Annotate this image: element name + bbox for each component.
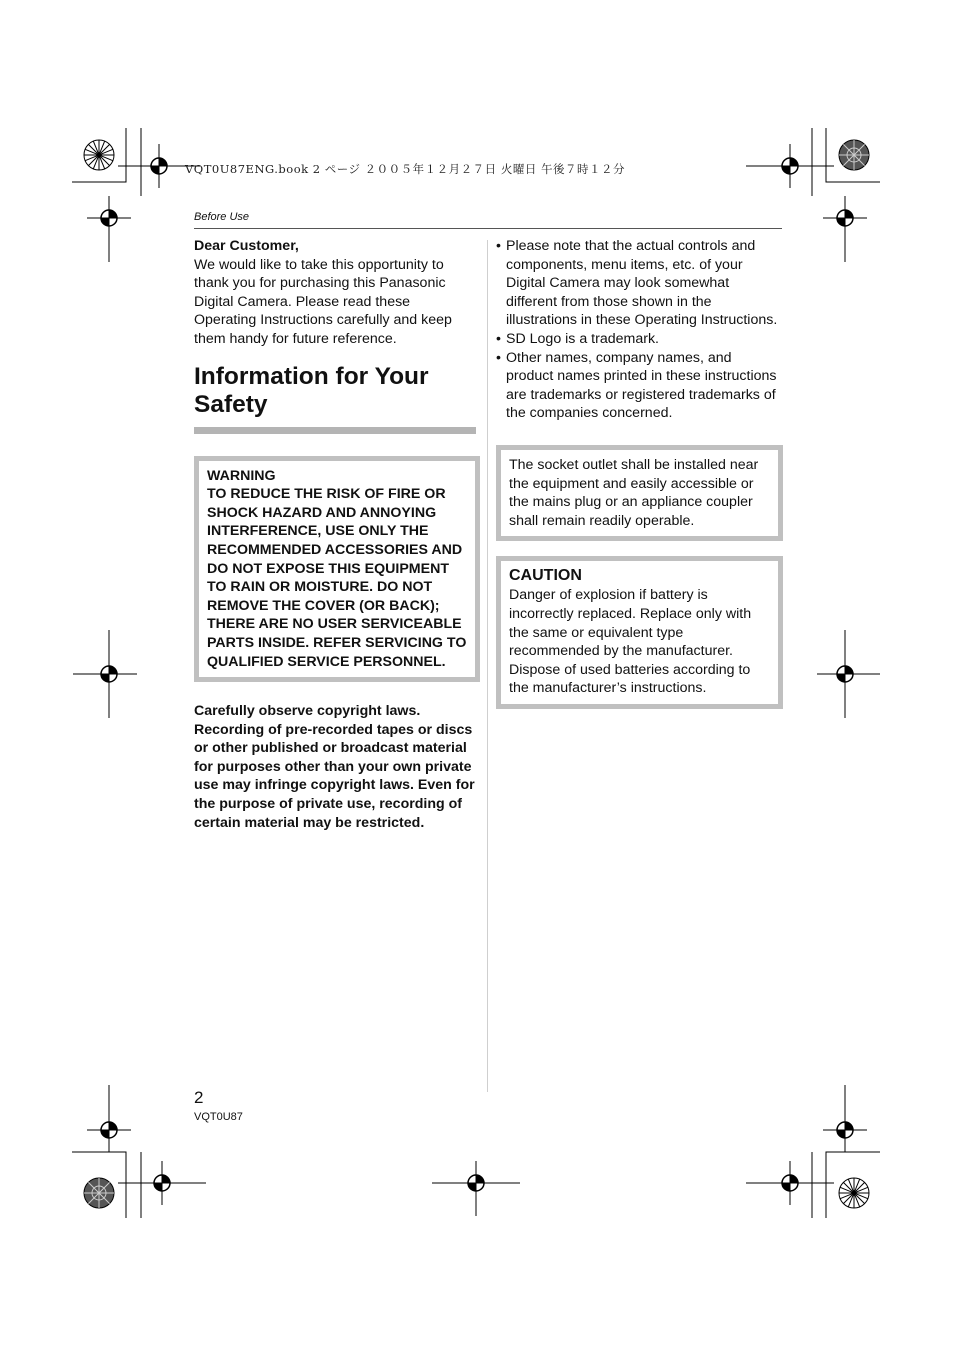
note-text: Please note that the actual controls and components, menu items, etc. of your Digital Camera may look somewhat different from those shown in the illustrations in these Operating Instructions. (506, 238, 778, 329)
section-label: Before Use (194, 211, 250, 223)
caution-title: CAUTION (509, 567, 582, 585)
warning-text: TO REDUCE THE RISK OF FIRE OR SHOCK HAZARD AND ANNOYING INTERFERENCE, USE ONLY THE RECOMMENDED ACCESSORIES AND DO NOT EXPOSE THIS EQUIPMENT TO RAIN OR MOISTURE. DO NOT REMOVE THE COVER (OR BACK); THERE ARE NO USER SERVICEABLE PARTS INSIDE. REFER SERVICING TO QUALIFIED SERVICE PERSONNEL. (207, 486, 467, 670)
notes-list (496, 237, 782, 423)
greeting: Dear Customer, (194, 238, 299, 254)
caution-box (496, 556, 783, 709)
right-column (496, 237, 782, 709)
caution-text: Danger of explosion if battery is incorrectly replaced. Replace only with the same or equivalent type recommended by the manufacturer. Dispose of used batteries according to the manufacturer’s instructions. (509, 587, 752, 697)
title-line-2: Safety (194, 390, 268, 418)
book-file-info: VQT0U87ENG.book 2 ページ ２００５年１２月２７日 火曜日 午後７時１２分 (185, 162, 625, 176)
bullet-icon: • (496, 349, 501, 366)
column-divider (487, 240, 488, 1092)
note-text: SD Logo is a trademark. (506, 330, 659, 347)
left-column (194, 237, 476, 832)
title-underline-bar (194, 427, 476, 434)
warning-box (194, 456, 480, 683)
socket-outlet-box (496, 445, 783, 541)
header-rule (194, 228, 782, 229)
title-line-1: Information for Your (194, 362, 429, 390)
note-text: Other names, company names, and product names printed in these instructions are trademarks or registered trademarks of the companies concerned. (506, 349, 777, 422)
copyright-notice: Carefully observe copyright laws. Recording of pre-recorded tapes or discs or other published or broadcast material for purposes other than your own private use may infringe copyright laws. Even for the purpose of private use, recording of certain material may be restricted. (194, 703, 475, 831)
page-title (194, 363, 476, 419)
list-item (496, 349, 782, 423)
bullet-icon: • (496, 238, 501, 254)
list-item (496, 330, 782, 349)
warning-title: WARNING (207, 467, 276, 484)
list-item (496, 237, 782, 330)
model-code: VQT0U87 (194, 1111, 243, 1123)
bullet-icon: • (496, 330, 501, 347)
socket-text: The socket outlet shall be installed near the equipment and easily accessible or the mains plug or an appliance coupler shall remain readily operable. (509, 456, 759, 529)
page-number: 2 (194, 1088, 204, 1107)
intro-paragraph: We would like to take this opportunity to thank you for purchasing this Panasonic Digital Camera. Please read these Operating Instructions carefully and keep them handy for future reference. (194, 256, 452, 347)
